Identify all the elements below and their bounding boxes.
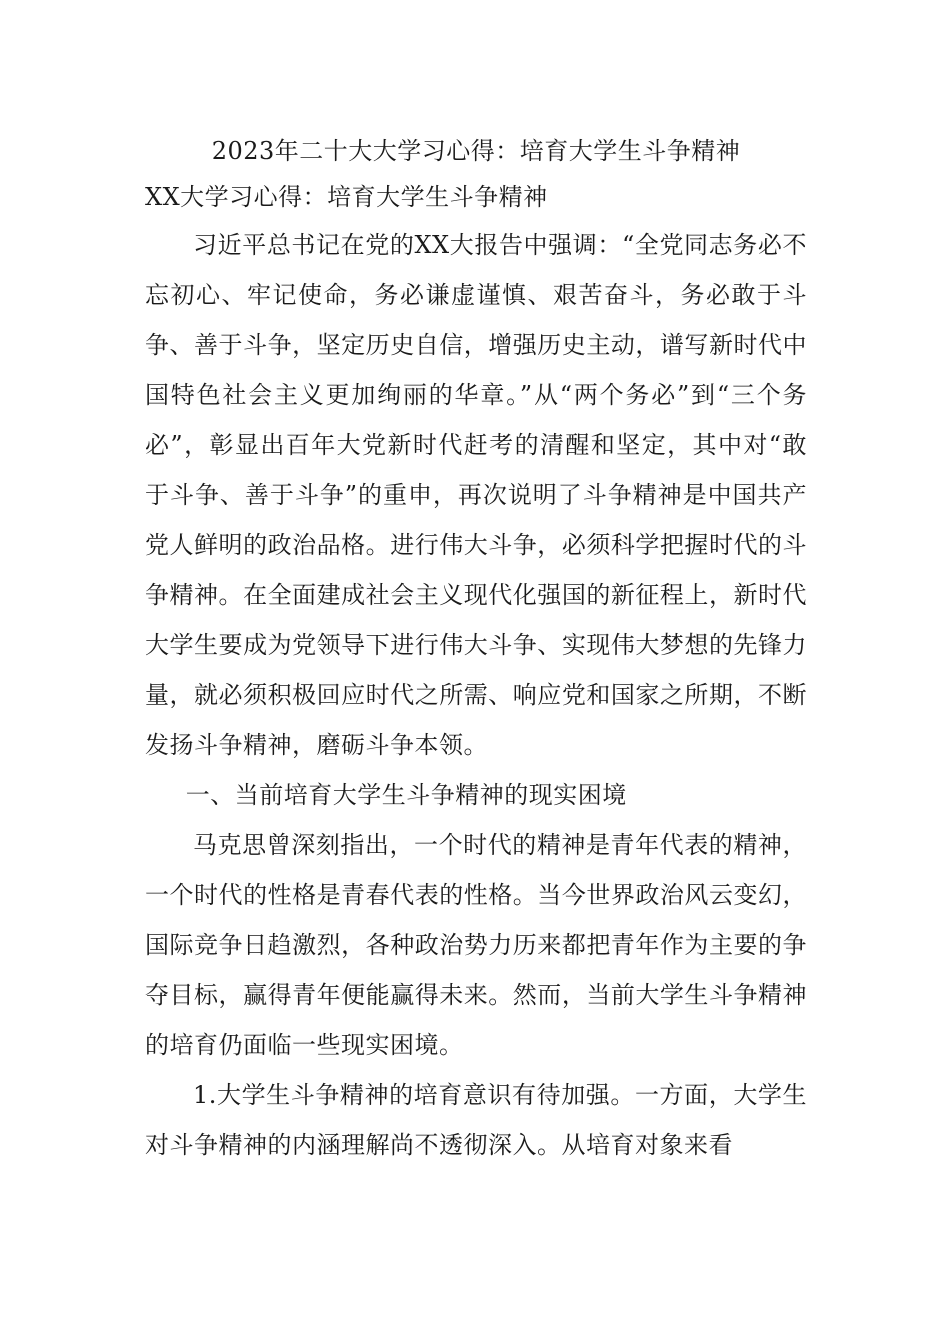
document-subtitle: XX大学习心得：培育大学生斗争精神: [145, 183, 548, 211]
paragraph-intro: 习近平总书记在党的XX大报告中强调：“全党同志务必不忘初心、牢记使命，务必谦虚谨慎、艰苦奋斗，务必敢于斗争、善于斗争，坚定历史自信，增强历史主动，谱写新时代中国特色社会主义更加绚丽的华章。”从“两个务必”到“三个务必”，彰显出百年大党新时代赶考的清醒和坚定，其中对“敢于斗争、善于斗争”的重申，再次说明了斗争精神是中国共产党人鲜明的政治品格。进行伟大斗争，必须科学把握时代的斗争精神。在全面建成社会主义现代化强国的新征程上，新时代大学生要成为党领导下进行伟大斗争、实现伟大梦想的先锋力量，就必须积极回应时代之所需、响应党和国家之所期，不断发扬斗争精神，磨砺斗争本领。: [145, 231, 807, 759]
paragraph-point-one: 1.大学生斗争精神的培育意识有待加强。一方面，大学生对斗争精神的内涵理解尚不透彻深入。从培育对象来看: [145, 1081, 807, 1159]
document-body: [145, 128, 807, 1170]
document-title: 2023年二十大大学习心得：培育大学生斗争精神: [211, 137, 741, 165]
section-heading: 一、当前培育大学生斗争精神的现实困境: [185, 781, 627, 809]
paragraph-marx-quote: 马克思曾深刻指出，一个时代的精神是青年代表的精神，一个时代的性格是青春代表的性格。当今世界政治风云变幻，国际竞争日趋激烈，各种政治势力历来都把青年作为主要的争夺目标，赢得青年便能赢得未来。然而，当前大学生斗争精神的培育仍面临一些现实困境。: [145, 831, 807, 1059]
